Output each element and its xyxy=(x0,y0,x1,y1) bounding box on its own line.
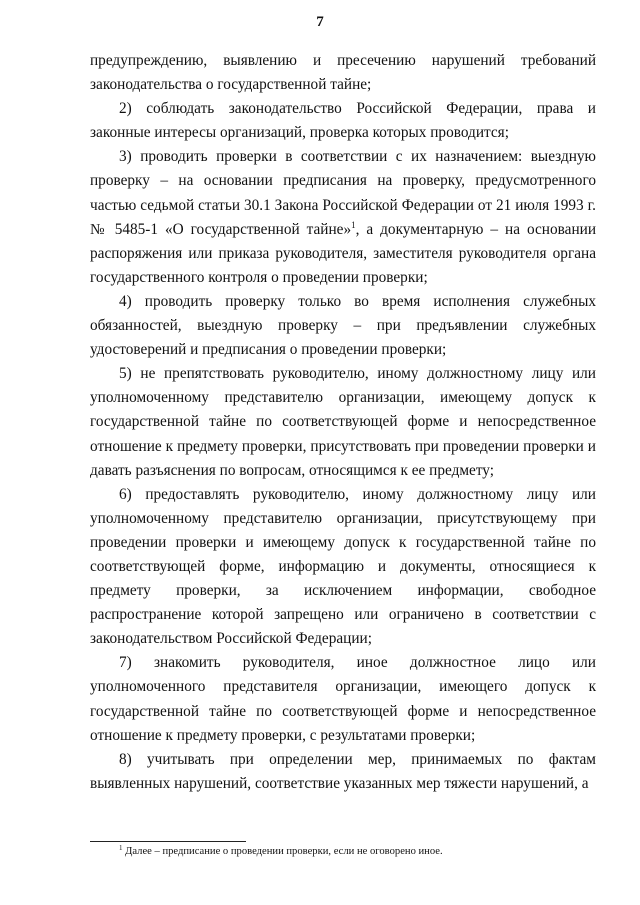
document-body xyxy=(90,49,596,796)
list-item-7: 7) знакомить руководителя, иное должностное лицо или уполномоченного представителя организации, имеющего допуск к государственной тайне по соответствующей форме и непосредственное отношение к предмету проверки, с результатами проверки; xyxy=(90,654,596,744)
list-item-5: 5) не препятствовать руководителю, иному должностному лицу или уполномоченному представителю организации, имеющему допуск к государственной тайне по соответствующей форме и непосредственное отношение к предмету проверки, присутствовать при проведении проверки и давать разъяснения по вопросам, относящимся к ее предмету; xyxy=(90,365,596,479)
list-item-3 xyxy=(90,145,596,290)
paragraph-continuation: предупреждению, выявлению и пресечению нарушений требований законодательства о государственной тайне; xyxy=(90,52,596,94)
list-item-3-text-end: , а документарную – на основании распоряжения или приказа руководителя, заместителя руководителя органа государственного контроля о проведении проверки; xyxy=(90,220,596,286)
list-item-4: 4) проводить проверку только во время исполнения служебных обязанностей, выездную проверку – при предъявлении служебных удостоверений и предписания о проведении проверки; xyxy=(90,292,596,359)
footnote-text: Далее – предписание о проведении проверки, если не оговорено иное. xyxy=(122,846,443,857)
page-number: 7 xyxy=(316,14,324,30)
list-item-3-text-start: 3) проводить проверки в соответствии с их назначением: выездную проверку – на основании предписания на проверку, предусмотренного частью седьмой статьи 30.1 Закона Российской Федерации от 21 июля 1993 г. № 5485-1 «О государственной тайне» xyxy=(90,148,596,238)
list-item-6: 6) предоставлять руководителю, иному должностному лицу или уполномоченному представителю организации, присутствующему при проведении проверки и имеющему допуск к государственной тайне по соответствующей форме, информацию и документы, относящиеся к предмету проверки, за исключением информации, свободное распространение которой запрещено или ограничено в соответствии с законодательством Российской Федерации; xyxy=(90,485,596,648)
footnote-separator xyxy=(90,841,246,842)
list-item-8: 8) учитывать при определении мер, принимаемых по фактам выявленных нарушений, соответствие указанных мер тяжести нарушений, а xyxy=(90,750,596,792)
footnote-marker: 1 xyxy=(119,844,123,852)
list-item-2: 2) соблюдать законодательство Российской Федерации, права и законные интересы организаций, проверка которых проводится; xyxy=(90,100,596,142)
footnote xyxy=(119,845,599,859)
footnote-reference: 1 xyxy=(351,219,356,230)
